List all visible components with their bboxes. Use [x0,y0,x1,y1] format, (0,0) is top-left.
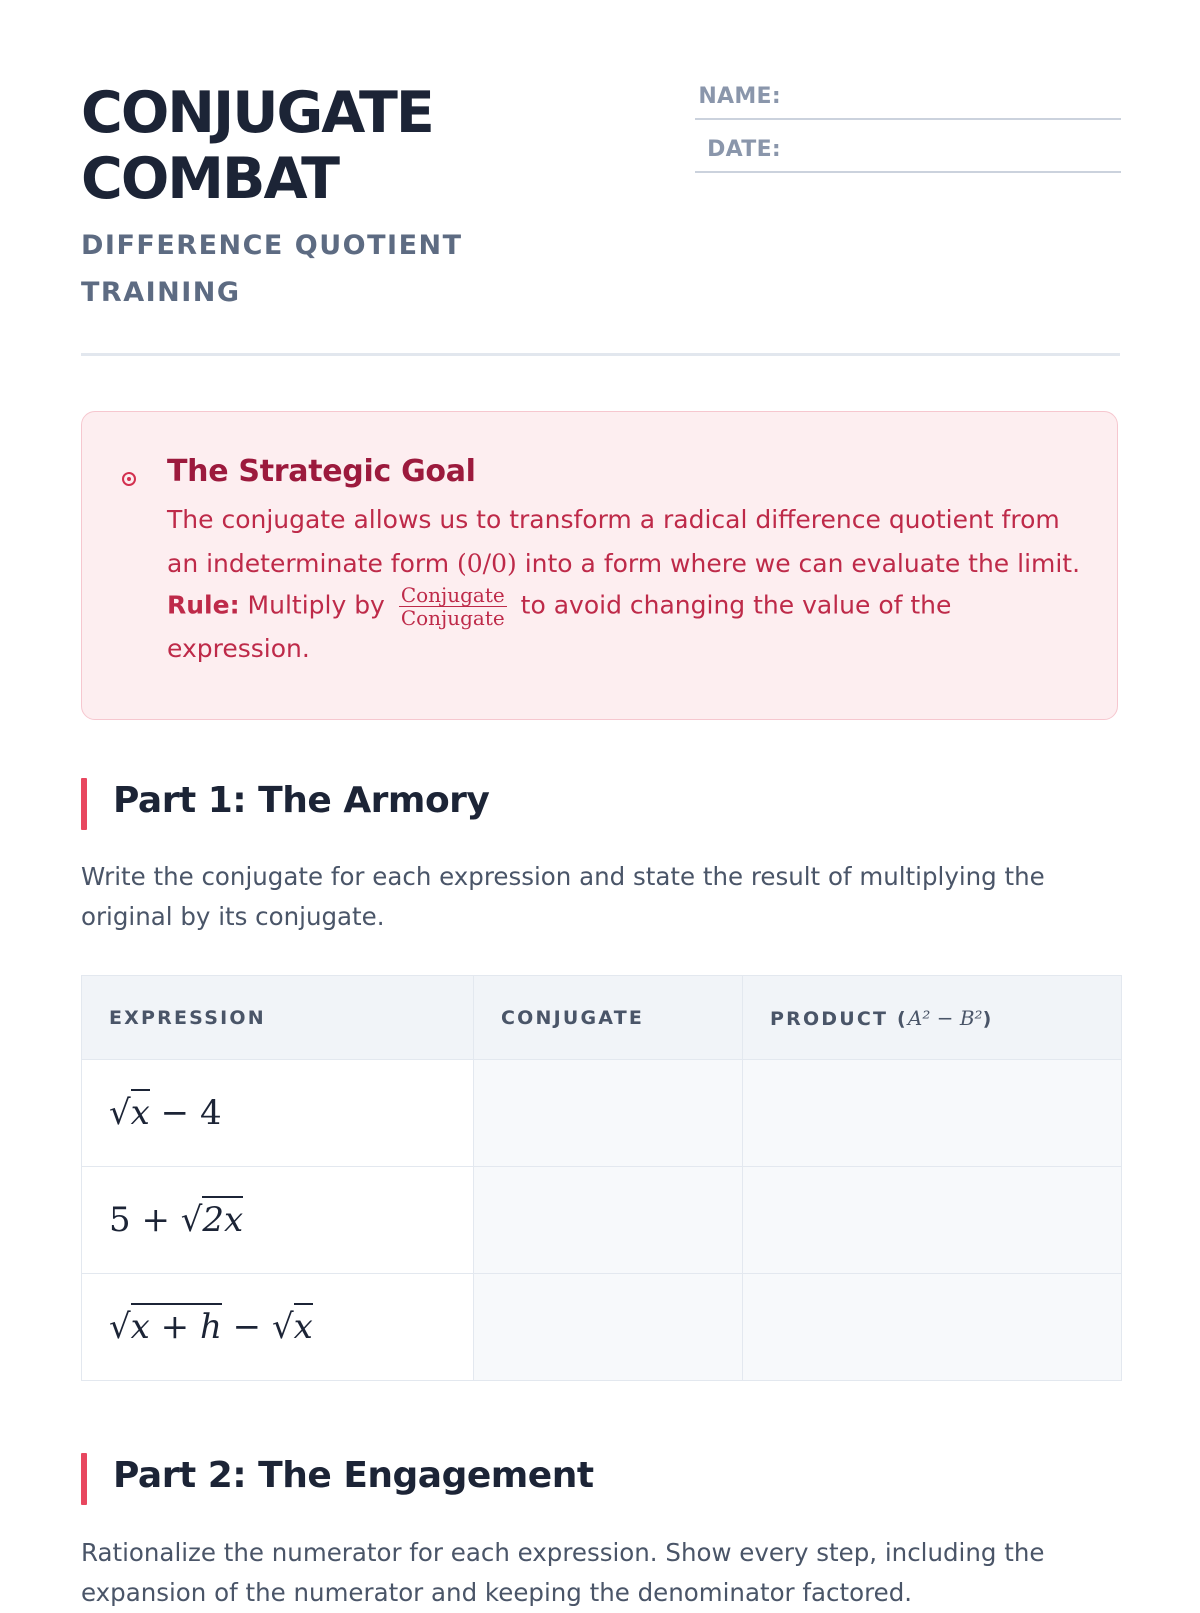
target-icon [122,472,136,486]
product-header-label: PRODUCT ( [770,1007,908,1030]
header-divider [81,353,1120,356]
conjugate-answer-cell[interactable] [474,1060,743,1167]
name-label: NAME: [698,84,781,109]
product-header-close: ) [982,1007,994,1030]
fraction-denominator: Conjugate [400,606,505,630]
callout-title: The Strategic Goal [167,454,476,489]
column-header-expression: EXPRESSION [82,976,474,1060]
product-answer-cell[interactable] [743,1060,1122,1167]
conjugate-answer-cell[interactable] [474,1274,743,1381]
expr-radicand: x [131,1089,150,1133]
armory-table [81,975,1122,1381]
conjugate-answer-cell[interactable] [474,1167,743,1274]
callout-text-line-1: The conjugate allows us to transform a radical difference quotient from [167,505,1060,534]
indeterminate-form: (0/0) [457,549,517,578]
title-line-2: COMBAT [81,146,339,212]
expr-part: 5 + √ [109,1200,203,1240]
strategic-goal-callout [81,411,1118,720]
callout-text-line-2-pre: an indeterminate form [167,549,458,578]
part1-description: Write the conjugate for each expression and state the result of multiplying the original by its conjugate. [81,862,1045,931]
expression-cell [82,1167,474,1274]
worksheet-title [81,80,551,212]
date-label: DATE: [707,137,781,162]
rule-continuation: expression. [167,634,310,663]
date-input-line[interactable] [695,171,1121,173]
rule-pre: Multiply by [239,590,393,620]
callout-text [167,498,1087,586]
table-row [82,1274,1122,1381]
expr-part: − √ [221,1307,294,1347]
worksheet-subtitle [81,222,501,316]
subtitle-line-1: DIFFERENCE QUOTIENT [81,230,463,261]
expr-part: √ [109,1093,131,1133]
rule-label: Rule: [167,590,240,620]
table-header-row [82,976,1122,1060]
subtitle-line-2: TRAINING [81,277,241,308]
table-row [82,1167,1122,1274]
rule-post: to avoid changing the value of the [512,590,952,620]
table-row [82,1060,1122,1167]
callout-text-line-2-post: into a form where we can evaluate the limit. [516,549,1081,578]
name-input-line[interactable] [695,118,1121,120]
part1-accent-bar [81,778,87,830]
title-line-1: CONJUGATE [81,80,433,146]
expr-radicand: 2x [202,1196,243,1240]
part2-title: Part 2: The Engagement [113,1455,594,1496]
expression-cell [82,1060,474,1167]
product-answer-cell[interactable] [743,1167,1122,1274]
part2-accent-bar [81,1453,87,1505]
product-header-math: A² − B² [907,1005,983,1030]
part2-description: Rationalize the numerator for each expression. Show every step, including the expansion of the numerator and keeping the denominator factored. [81,1538,1045,1607]
fraction-numerator: Conjugate [400,583,505,607]
expr-part: − 4 [149,1093,222,1133]
expr-radicand: x [294,1303,313,1347]
column-header-conjugate: CONJUGATE [474,976,743,1060]
conjugate-fraction [399,584,507,629]
column-header-product [743,976,1122,1060]
part1-title: Part 1: The Armory [113,780,490,821]
expr-radicand: x + h [131,1303,222,1347]
product-answer-cell[interactable] [743,1274,1122,1381]
expression-cell [82,1274,474,1381]
expr-part: √ [109,1307,131,1347]
